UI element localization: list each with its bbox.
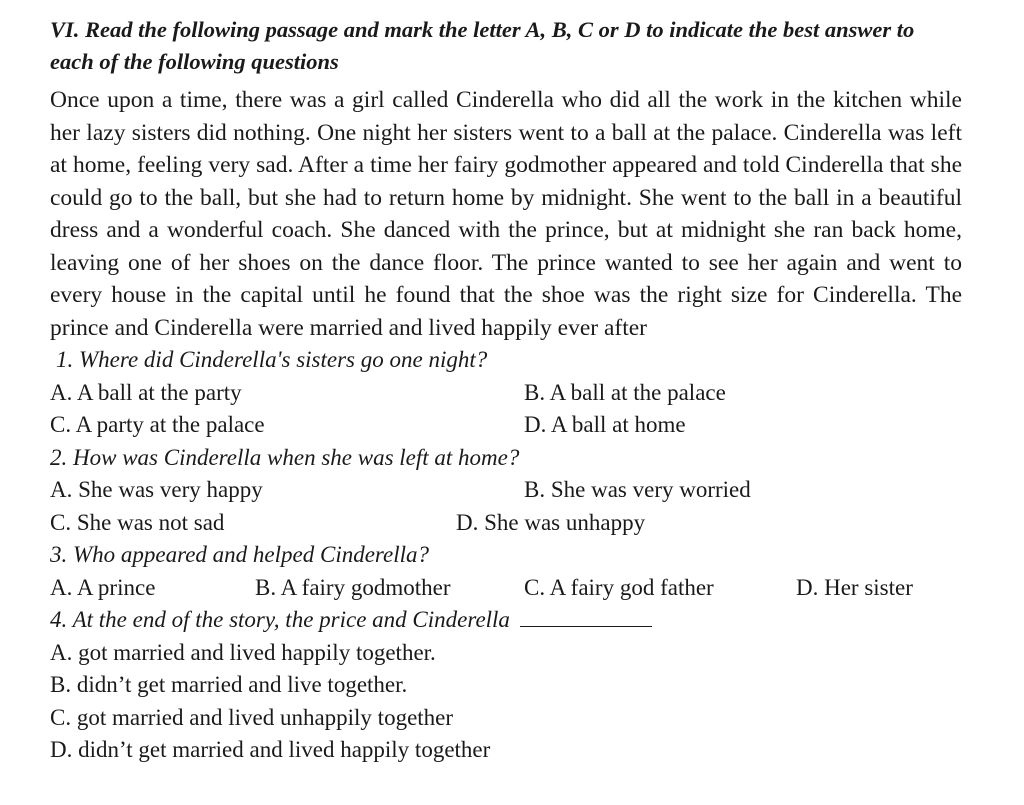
question-2-options-row-2 [50, 507, 962, 540]
question-3-option-a: A. A prince [50, 574, 156, 600]
question-1-option-a: A. A ball at the party [50, 379, 242, 405]
worksheet [50, 14, 962, 767]
question-1-options-row-1 [50, 377, 962, 410]
question-4-option-b: B. didn’t get married and live together. [50, 672, 408, 697]
question-1: 1. Where did Cinderella's sisters go one night? [56, 347, 488, 372]
question-3-option-b: B. A fairy godmother [255, 574, 451, 600]
question-2-options-row-1 [50, 474, 962, 507]
question-1-option-c: C. A party at the palace [50, 412, 265, 437]
question-4: 4. At the end of the story, the price and Cinderella [50, 607, 510, 632]
question-4-option-a: A. got married and lived happily together. [50, 639, 436, 665]
question-1-option-d: D. A ball at home [524, 412, 686, 437]
question-4-option-d: D. didn’t get married and lived happily together [50, 737, 491, 762]
question-2-option-c: C. She was not sad [50, 509, 225, 535]
question-2-option-d: D. She was unhappy [456, 509, 646, 535]
answer-blank [520, 604, 652, 627]
question-3-options-row [50, 572, 962, 605]
question-1-options-row-2 [50, 409, 962, 442]
question-2-option-b: B. She was very worried [524, 477, 751, 502]
question-4-option-c: C. got married and lived unhappily together [50, 704, 454, 730]
question-1-option-b: B. A ball at the palace [524, 379, 726, 405]
question-2-option-a: A. She was very happy [50, 477, 263, 502]
section-heading: VI. Read the following passage and mark the letter A, B, C or D to indicate the best answer to each of the following questions [50, 17, 915, 74]
question-3-option-d: D. Her sister [796, 574, 913, 600]
question-3-option-c: C. A fairy god father [524, 574, 714, 600]
reading-passage: Once upon a time, there was a girl called Cinderella who did all the work in the kitchen while her lazy sisters did nothing. One night her sisters went to a ball at the palace. Cinderella was left at home, feeling very sad. After a time her fairy godmother appeared and told Cinderella that she could go to the ball, but she had to return home by midnight. She went to the ball in a beautiful dress and a wonderful coach. She danced with the prince, but at midnight she ran back home, leaving one of her shoes on the dance floor. The prince wanted to see her again and went to every house in the capital until he found that the shoe was the right size for Cinderella. The prince and Cinderella were married and lived happily ever after [50, 87, 962, 341]
question-2: 2. How was Cinderella when she was left at home? [50, 444, 520, 470]
question-4-line [50, 604, 962, 637]
question-3: 3. Who appeared and helped Cinderella? [50, 542, 430, 567]
